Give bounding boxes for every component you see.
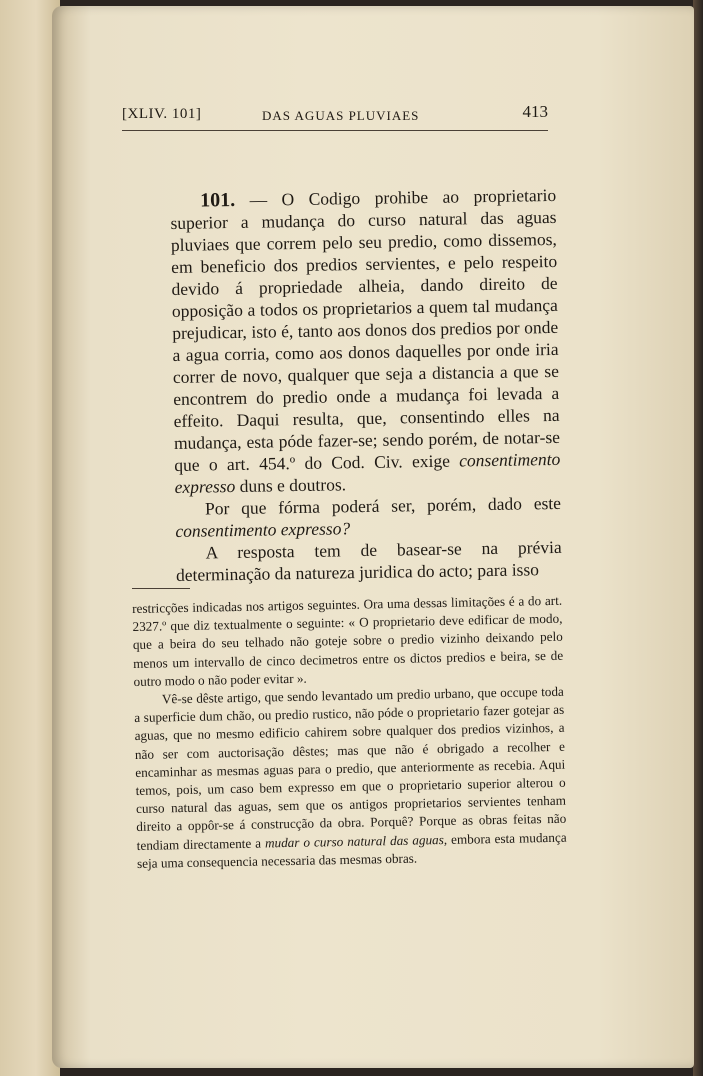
- footnote-separator: [132, 588, 190, 589]
- paragraph-text-end: duns e doutros.: [235, 474, 347, 497]
- footnote-text: restricções indicadas nos artigos seguintes. Ora uma dessas limitações é a do art. 2327.º que diz textualmente o seguinte: « O proprietario deve edificar de modo, que a beira do seu telhado não goteje sobre o predio vizinho deixando pelo menos um intervallo de cinco decimetros entre os dictos predios e beira, se de outro modo o não poder evitar ».: [132, 592, 564, 689]
- right-edge: [693, 0, 703, 1076]
- paragraph-question: [175, 492, 562, 542]
- italic-phrase: consentimento expresso?: [175, 518, 351, 541]
- italic-phrase: consentimento expresso: [174, 448, 561, 497]
- answer-text: A resposta tem de basear-se na prévia determinação da natureza juridica do acto; para isso: [175, 536, 562, 585]
- page-number: 413: [522, 102, 548, 121]
- paragraph-text: — O Codigo prohibe ao proprietario superior a mudança do curso natural das aguas pluviaes que correm pelo seu predio, como dissemos, em beneficio dos predios servientes, e pelo respeito devido á propriedade alheia, dando direito de opposição a todos os proprietarios a quem tal mudança prejudicar, isto é, tanto aos donos dos predios por onde a agua corria, como aos donos daquelles por onde iria correr de novo, qualquer que seja a distancia a que se encontrem do predio onde a mudança foi levada a effeito. Daqui resulta, que, consentindo elles na mudança, esta póde fazer-se; sendo porém, de notar-se que o art. 454.º do Cod. Civ. exige: [170, 184, 561, 475]
- footnote-text: Vê-se dêste artigo, que sendo levantado um predio urbano, que occupe toda a superficie dum chão, ou predio rustico, não póde o proprietario fazer gotejar as aguas, que no mesmo edificio cahirem sobre qualquer dos predios vizinhos, a não ser com auctorisação dêstes; mas que não é obrigado a recolher e encaminhar as mesmas aguas para o predio, que anteriormente as recebia. Aqui temos, pois, um caso bem expresso em que o proprietario superior alterou o curso natural das aguas, sem que os antigos proprietarios servientes tenham direito a oppôr-se á construcção da obra. Porquê? Porque as obras feitas não tendiam directamente a: [134, 683, 567, 853]
- header-rule: [122, 130, 548, 131]
- paragraph-answer: [176, 536, 563, 586]
- paragraph-number: 101.: [199, 188, 236, 212]
- running-title: DAS AGUAS PLUVIAES: [262, 108, 420, 123]
- main-text: [170, 184, 562, 586]
- footnote-block: [132, 592, 567, 873]
- left-page-edge: [0, 0, 60, 1076]
- running-header: [122, 100, 548, 130]
- footnote-paragraph: [134, 683, 567, 873]
- question-text: Por que fórma poderá ser, porém, dado este: [204, 492, 562, 519]
- paragraph-101: [170, 184, 561, 498]
- section-reference: [XLIV. 101]: [122, 106, 202, 122]
- italic-phrase: mudar o curso natural das aguas,: [264, 831, 448, 851]
- footnote-text-end: embora esta mudança seja uma consequencia necessaria das mesmas obras.: [136, 829, 567, 871]
- footnote-paragraph: [132, 592, 564, 691]
